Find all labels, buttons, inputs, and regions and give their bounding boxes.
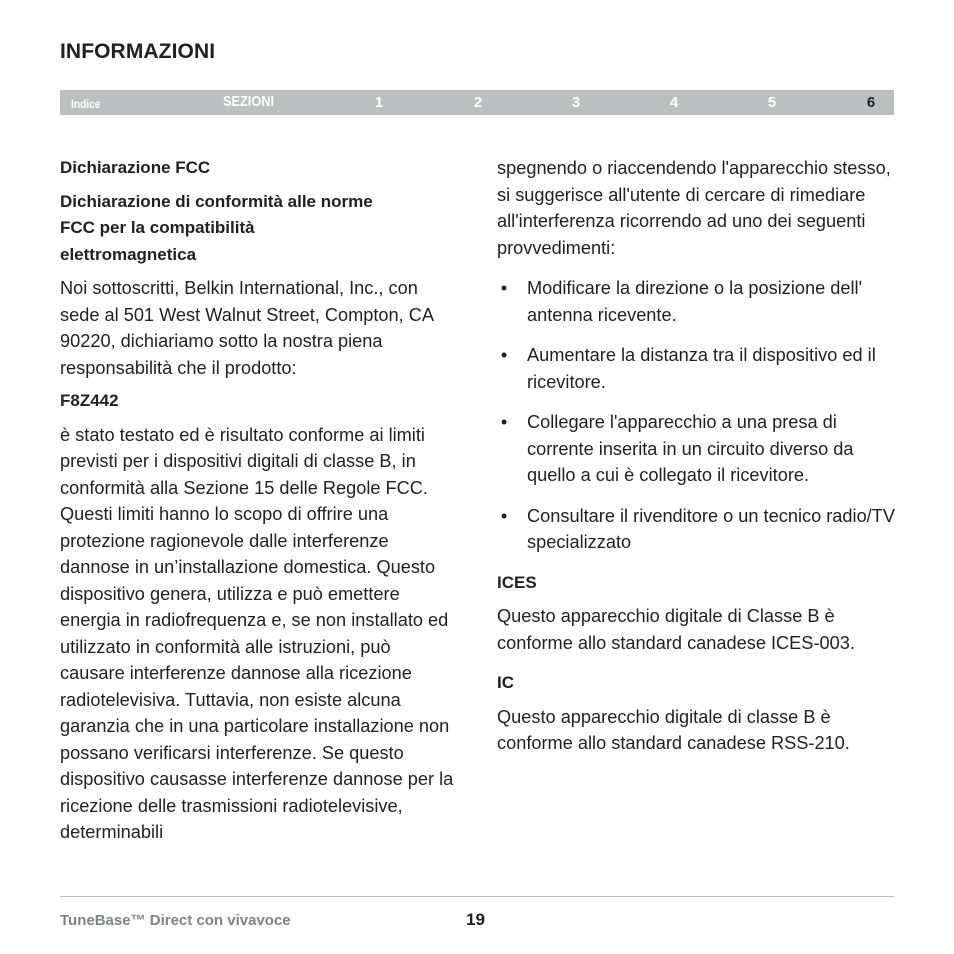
section-navbar <box>60 90 894 115</box>
nav-section-1[interactable]: 1 <box>374 94 384 111</box>
list-item: • Collegare l'apparecchio a una presa di corrente inserita in un circuito diverso da quello a cui è collegato il ricevitore. <box>497 409 897 489</box>
page-title: INFORMAZIONI <box>60 40 216 63</box>
fcc-heading: Dichiarazione FCC <box>60 158 211 177</box>
ic-text: Questo apparecchio digitale di classe B è conforme allo standard canadese RSS-210. <box>497 706 850 753</box>
bullet-icon: • <box>500 345 508 365</box>
declaration-paragraph: Noi sottoscritti, Belkin International, Inc., con sede al 501 West Walnut Street, Compton, CA 90220, dichiariamo sotto la nostra piena responsabilità che il prodotto: <box>60 278 434 378</box>
footer-product-name: TuneBase™ Direct con vivavoce <box>60 912 291 929</box>
continued-paragraph: spegnendo o riaccendendo l'apparecchio stesso, si suggerisce all'utente di cercare di rimediare all'interferenza ricorrendo ad uno dei seguenti provvedimenti: <box>497 158 891 258</box>
nav-sections-label: SEZIONI <box>223 93 275 110</box>
bullet-icon: • <box>500 505 508 526</box>
fcc-paragraph: è stato testato ed è risultato conforme ai limiti previsti per i dispositivi digitali di classe B, in conformità alla Sezione 15 delle Regole FCC. Questi limiti hanno lo scopo di offrire una protezione ragionevole dalle interferenze dannose in un’installazione domestica. Questo dispositivo genera, utilizza e può emettere energia in radiofrequenza e, se non installato ed utilizzato in conformità alle istruzioni, può causare interferenze dannose alla ricezione radiotelevisiva. Tuttavia, non esiste alcuna garanzia che in una particolare installazione non possano verificarsi interferenze. Se questo dispositivo causasse interferenze dannose per la ricezione delle trasmissioni radiotelevisive, determinabili <box>60 424 454 842</box>
right-column <box>497 155 897 757</box>
remedy-list <box>497 275 897 556</box>
left-column <box>60 155 460 846</box>
nav-section-2[interactable]: 2 <box>473 94 483 111</box>
footer-divider <box>60 896 894 897</box>
list-item: • Consultare il rivenditore o un tecnico radio/TV specializzato <box>497 503 897 556</box>
ices-heading: ICES <box>497 572 537 592</box>
conformity-heading: Dichiarazione di conformità alle norme FCC per la compatibilità elettromagnetica <box>60 191 373 264</box>
ices-text: Questo apparecchio digitale di Classe B è conforme allo standard canadese ICES-003. <box>497 606 855 653</box>
ic-heading: IC <box>497 673 514 692</box>
nav-section-3[interactable]: 3 <box>571 94 581 111</box>
list-item: • Modificare la direzione o la posizione dell' antenna ricevente. <box>497 275 897 328</box>
bullet-icon: • <box>500 412 508 432</box>
list-item: • Aumentare la distanza tra il dispositivo ed il ricevitore. <box>497 342 897 395</box>
page-number: 19 <box>466 910 485 929</box>
nav-section-4[interactable]: 4 <box>669 94 679 111</box>
model-number: F8Z442 <box>60 391 119 410</box>
nav-index-link[interactable]: Indice <box>71 97 101 111</box>
bullet-icon: • <box>500 278 508 298</box>
nav-section-5[interactable]: 5 <box>767 94 777 111</box>
nav-section-6[interactable]: 6 <box>866 94 876 111</box>
